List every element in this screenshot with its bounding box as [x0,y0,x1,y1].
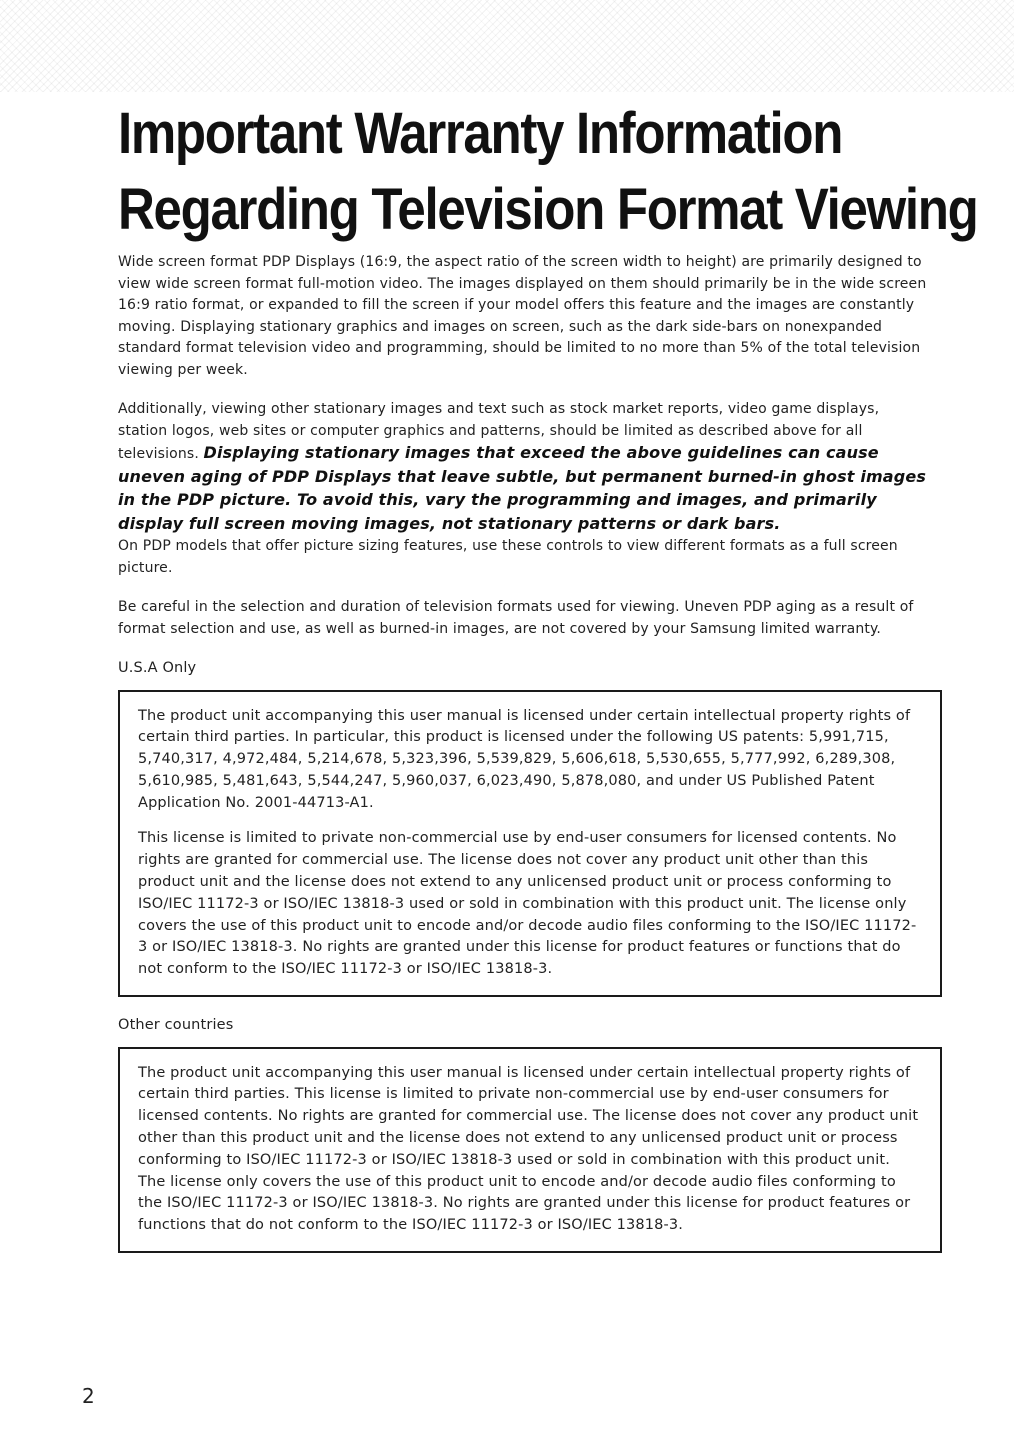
paragraph-stationary-images [118,399,930,536]
title-line-1: Important Warranty Information [118,101,843,166]
page-title [118,96,977,248]
usa-license-patents: The product unit accompanying this user manual is licensed under certain intellectual property rights of certain third parties. In particular, this product is licensed under the following US patents: 5,991,715, 5,740,317, 4,972,484, 5,214,678, 5,323,396, 5,539,829, 5,606,618, 5,530,655, 5,777,992, 6,289,308, 5,610,985, 5,481,643, 5,544,247, 5,960,037, 6,023,490, 5,878,080, and under US Published Patent Application No. 2001-44713-A1. [138,707,911,811]
other-countries-license-box [118,1047,942,1253]
burn-in-warning: Displaying stationary images that exceed the above guidelines can cause uneven aging of PDP Displays that leave subtle, but permanent burned-in ghost images in the PDP picture. To avoid this, vary the programming and images, and primarily display full screen moving images, not stationary patterns or dark bars. [118,443,926,533]
page-number: 2 [82,1384,95,1408]
header-texture-band [0,0,1014,92]
other-countries-section-label: Other countries [118,1017,234,1034]
usa-license-terms: This license is limited to private non-commercial use by end-user consumers for licensed contents. No rights are granted for commercial use. The license does not cover any product unit other than this product unit and the license does not extend to any unlicensed product unit or process conforming to ISO/IEC 11172-3 or ISO/IEC 13818-3 used or sold in combination with this product unit. The license only covers the use of this product unit to encode and/or decode audio files conforming to the ISO/IEC 11172-3 or ISO/IEC 13818-3. No rights are granted under this license for product features or functions that do not conform to the ISO/IEC 11172-3 or ISO/IEC 13818-3. [138,830,917,978]
main-content [118,252,930,1271]
usa-license-box [118,690,942,998]
paragraph-warranty-exclusion: Be careful in the selection and duration of television formats used for viewing. Uneven PDP aging as a result of format selection and use, as well as burned-in images, are not covered by your Samsung limited warranty. [118,599,914,637]
paragraph-aspect-ratio: Wide screen format PDP Displays (16:9, the aspect ratio of the screen width to height) are primarily designed to view wide screen format full-motion video. The images displayed on them should primarily be in the wide screen 16:9 ratio format, or expanded to fill the screen if your model offers this feature and the images are constantly moving. Displaying stationary graphics and images on screen, such as the dark side-bars on nonexpanded standard format television video and programming, should be limited to no more than 5% of the total television viewing per week. [118,254,927,378]
usa-section-label: U.S.A Only [118,660,197,676]
paragraph-stationary-intro: Additionally, viewing other stationary images and text such as stock market reports, video game displays, station logos, web sites or computer graphics and patterns, should be limited as described above for all televisions. [118,401,880,462]
title-line-2: Regarding Television Format Viewing [118,177,978,242]
other-countries-license-terms: The product unit accompanying this user manual is licensed under certain intellectual property rights of certain third parties. This license is limited to private non-commercial use by end-user consumers for licensed contents. No rights are granted for commercial use. The license does not cover any product unit other than this product unit and the license does not extend to any unlicensed product unit or process conforming to ISO/IEC 11172-3 or ISO/IEC 13818-3 used or sold in combination with this product unit. The license only covers the use of this product unit to encode and/or decode audio files conforming to the ISO/IEC 11172-3 or ISO/IEC 13818-3. No rights are granted under this license for product features or functions that do not conform to the ISO/IEC 11172-3 or ISO/IEC 13818-3. [138,1064,919,1234]
paragraph-picture-sizing: On PDP models that offer picture sizing features, use these controls to view different formats as a full screen picture. [118,538,898,576]
